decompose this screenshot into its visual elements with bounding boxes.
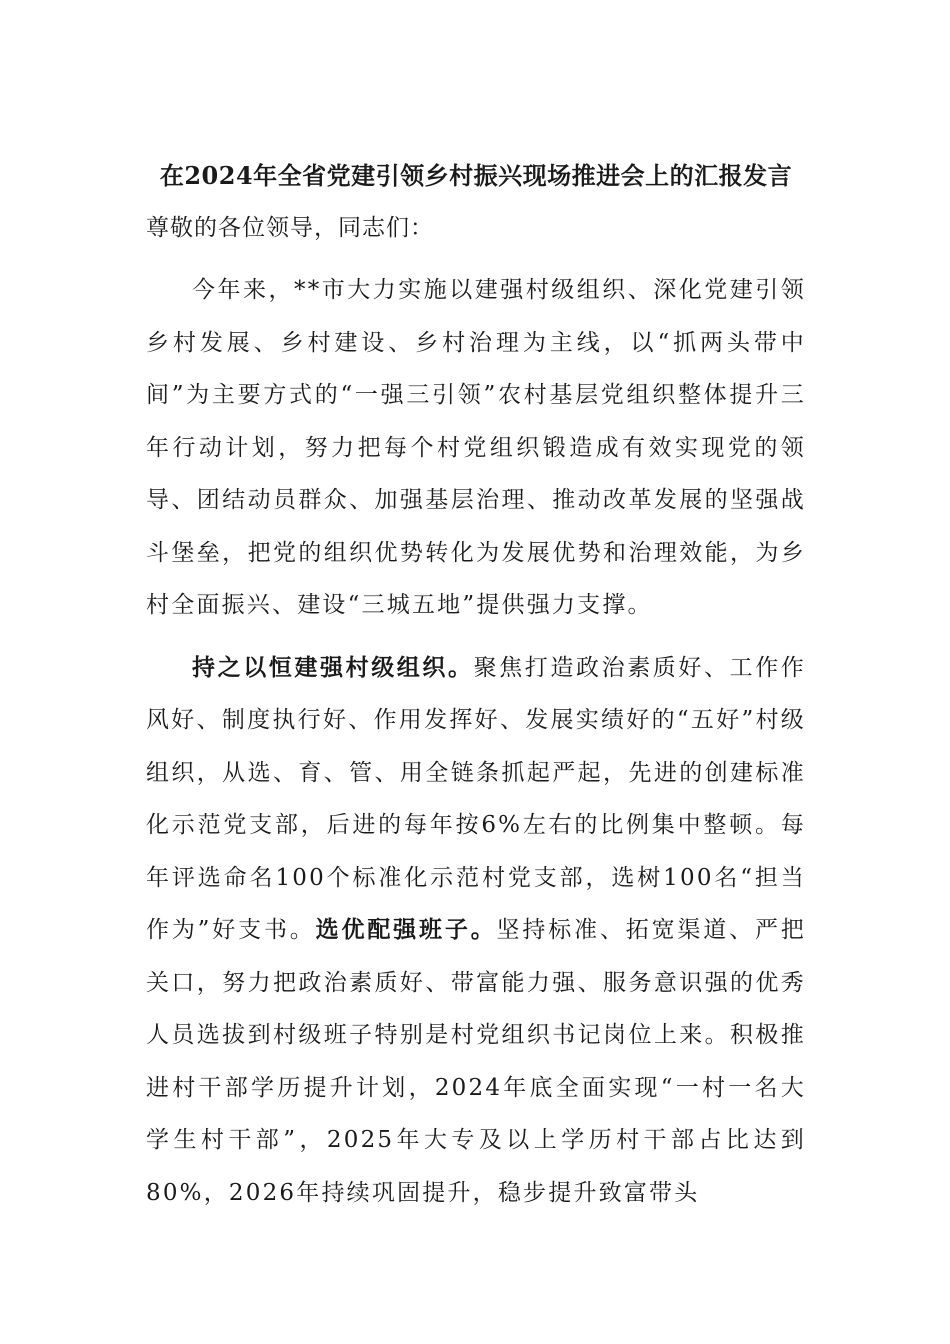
document-page	[146, 150, 806, 1229]
paragraph-village-organization	[146, 642, 806, 1220]
paragraph-body-strengthen-village: 聚焦打造政治素质好、工作作风好、制度执行好、作用发挥好、发展实绩好的“五好”村级组织，从选、育、管、用全链条抓起严起，先进的创建标准化示范党支部，后进的每年按6%左右的比例集中整顿。每年评选命名100个标准化示范村党支部，选树100名“担当作为”好支书。	[146, 654, 807, 943]
document-title: 在2024年全省党建引领乡村振兴现场推进会上的汇报发言	[159, 161, 793, 190]
paragraph-body-select-team: 坚持标准、拓宽渠道、严把关口，努力把政治素质好、带富能力强、服务意识强的优秀人员选拔到村级班子特别是村党组织书记岗位上来。积极推进村干部学历提升计划，2024年底全面实现“一村一名大学生村干部”，2025年大专及以上学历村干部占比达到80%，2026年持续巩固提升，稳步提升致富带头	[146, 917, 806, 1206]
paragraph-heading-strengthen-village: 持之以恒建强村级组织。	[192, 653, 474, 681]
salutation: 尊敬的各位领导，同志们：	[146, 215, 434, 241]
paragraph-intro	[146, 264, 806, 632]
paragraph-intro-text: 今年来，**市大力实施以建强村级组织、深化党建引领乡村发展、乡村建设、乡村治理为主线，以“抓两头带中间”为主要方式的“一强三引领”农村基层党组织整体提升三年行动计划，努力把每个村党组织锻造成有效实现党的领导、团结动员群众、加强基层治理、推动改革发展的坚强战斗堡垒，把党的组织优势转化为发展优势和治理效能，为乡村全面振兴、建设“三城五地”提供强力支撑。	[146, 277, 806, 618]
paragraph-heading-select-team: 选优配强班子。	[315, 916, 497, 943]
